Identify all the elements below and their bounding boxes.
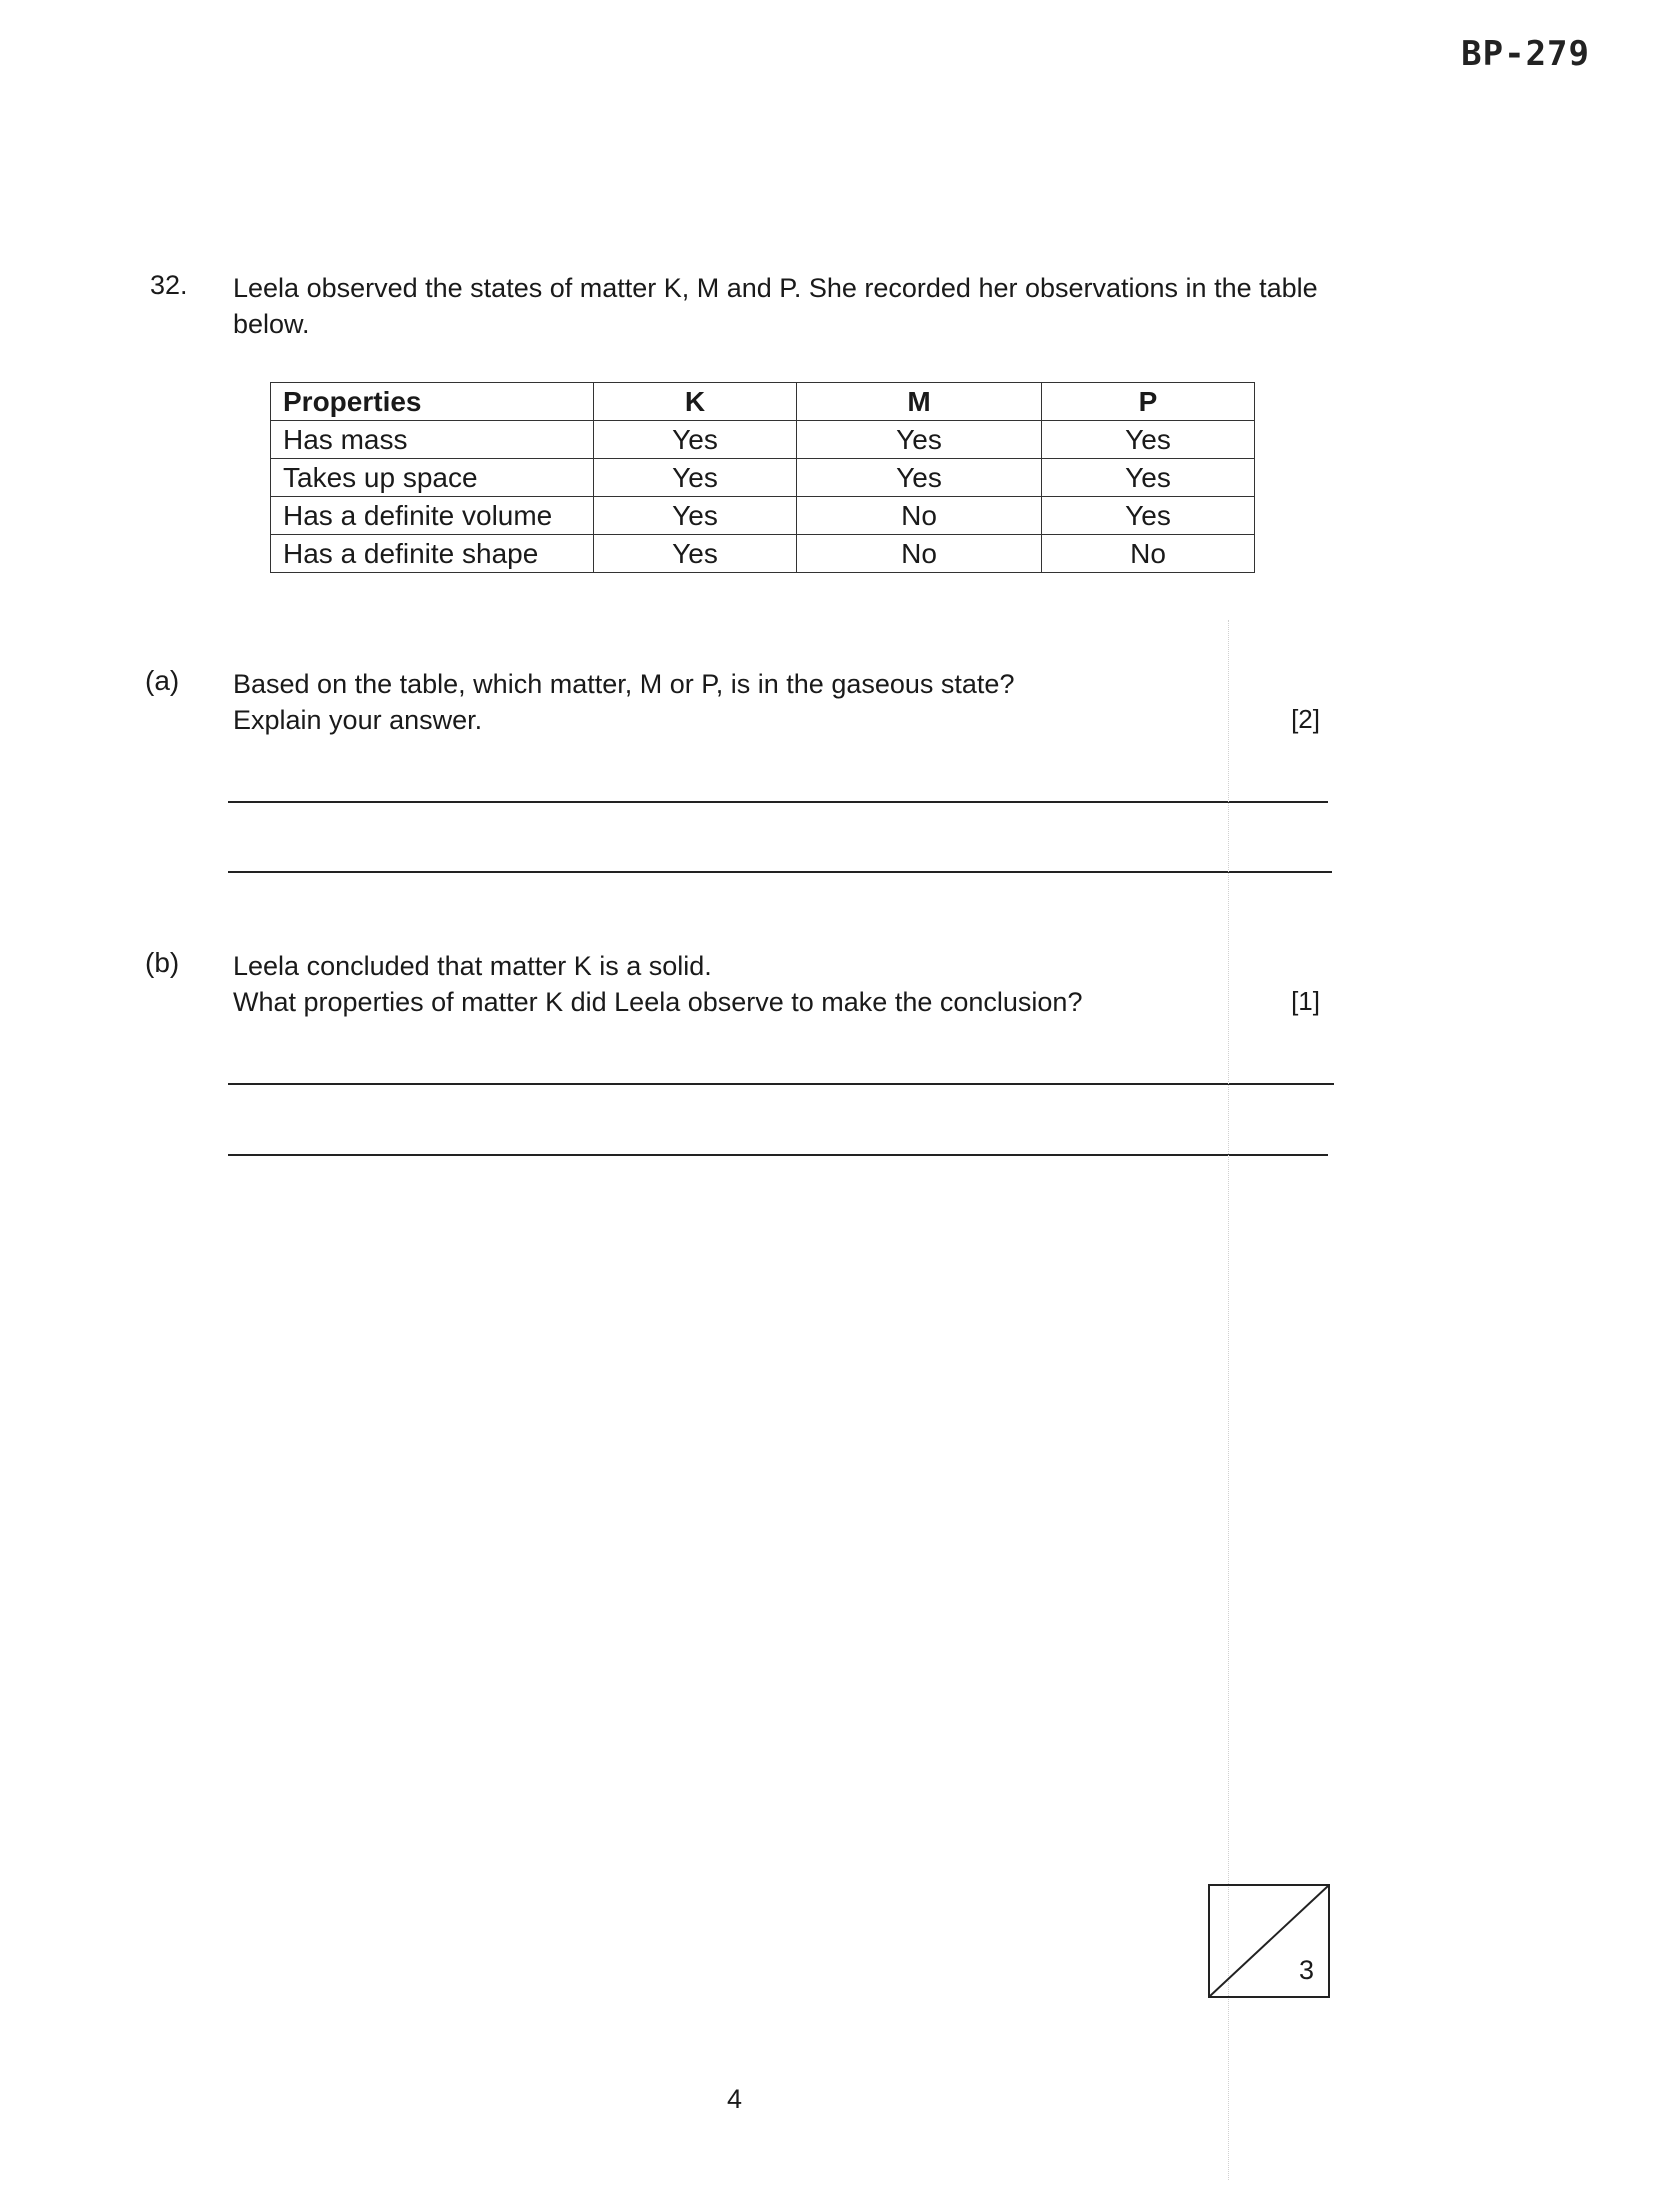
answer-line-b1[interactable]	[228, 1083, 1334, 1085]
table-cell: Yes	[797, 421, 1042, 459]
table-cell: Yes	[797, 459, 1042, 497]
paper-code: BP-279	[1461, 34, 1590, 74]
table-cell: Yes	[594, 421, 797, 459]
header-m: M	[797, 383, 1042, 421]
table-row	[271, 421, 1255, 459]
question-number: 32.	[150, 270, 188, 300]
table-row	[271, 497, 1255, 535]
part-a-line2: Explain your answer.	[233, 705, 483, 735]
page-number: 4	[727, 2084, 743, 2114]
table-cell: Takes up space	[271, 459, 594, 497]
question-text: Leela observed the states of matter K, M and P. She recorded her observations in the table below.	[233, 273, 1318, 339]
part-a-marks: [2]	[1291, 704, 1320, 734]
score-box-total: 3	[1298, 1955, 1314, 1985]
observations-table	[270, 382, 1255, 573]
header-p: P	[1042, 383, 1255, 421]
score-box	[1208, 1884, 1330, 1998]
part-b-line1: Leela concluded that matter K is a solid.	[233, 951, 712, 981]
part-a-label: (a)	[145, 665, 180, 696]
answer-line-a1[interactable]	[228, 801, 1328, 803]
table-row	[271, 459, 1255, 497]
header-k: K	[594, 383, 797, 421]
part-b-marks: [1]	[1291, 986, 1320, 1016]
answer-line-a2[interactable]	[228, 871, 1332, 873]
table-cell: No	[1042, 535, 1255, 573]
table-cell: No	[797, 535, 1042, 573]
table-cell: Has mass	[271, 421, 594, 459]
table-header-row	[271, 383, 1255, 421]
table-cell: Has a definite volume	[271, 497, 594, 535]
table-cell: Yes	[594, 459, 797, 497]
answer-line-b2[interactable]	[228, 1154, 1328, 1156]
table-cell: Has a definite shape	[271, 535, 594, 573]
table-cell: Yes	[594, 535, 797, 573]
header-properties: Properties	[271, 383, 594, 421]
table-cell: Yes	[1042, 421, 1255, 459]
table-cell: Yes	[1042, 459, 1255, 497]
table-cell: Yes	[1042, 497, 1255, 535]
part-b-label: (b)	[145, 947, 180, 978]
part-b-question	[233, 948, 1233, 1020]
table-row	[271, 535, 1255, 573]
table-cell: Yes	[594, 497, 797, 535]
part-a-line1: Based on the table, which matter, M or P, is in the gaseous state?	[233, 669, 1015, 699]
table-cell: No	[797, 497, 1042, 535]
part-b-line2: What properties of matter K did Leela observe to make the conclusion?	[233, 987, 1083, 1017]
part-a-question	[233, 666, 1233, 738]
